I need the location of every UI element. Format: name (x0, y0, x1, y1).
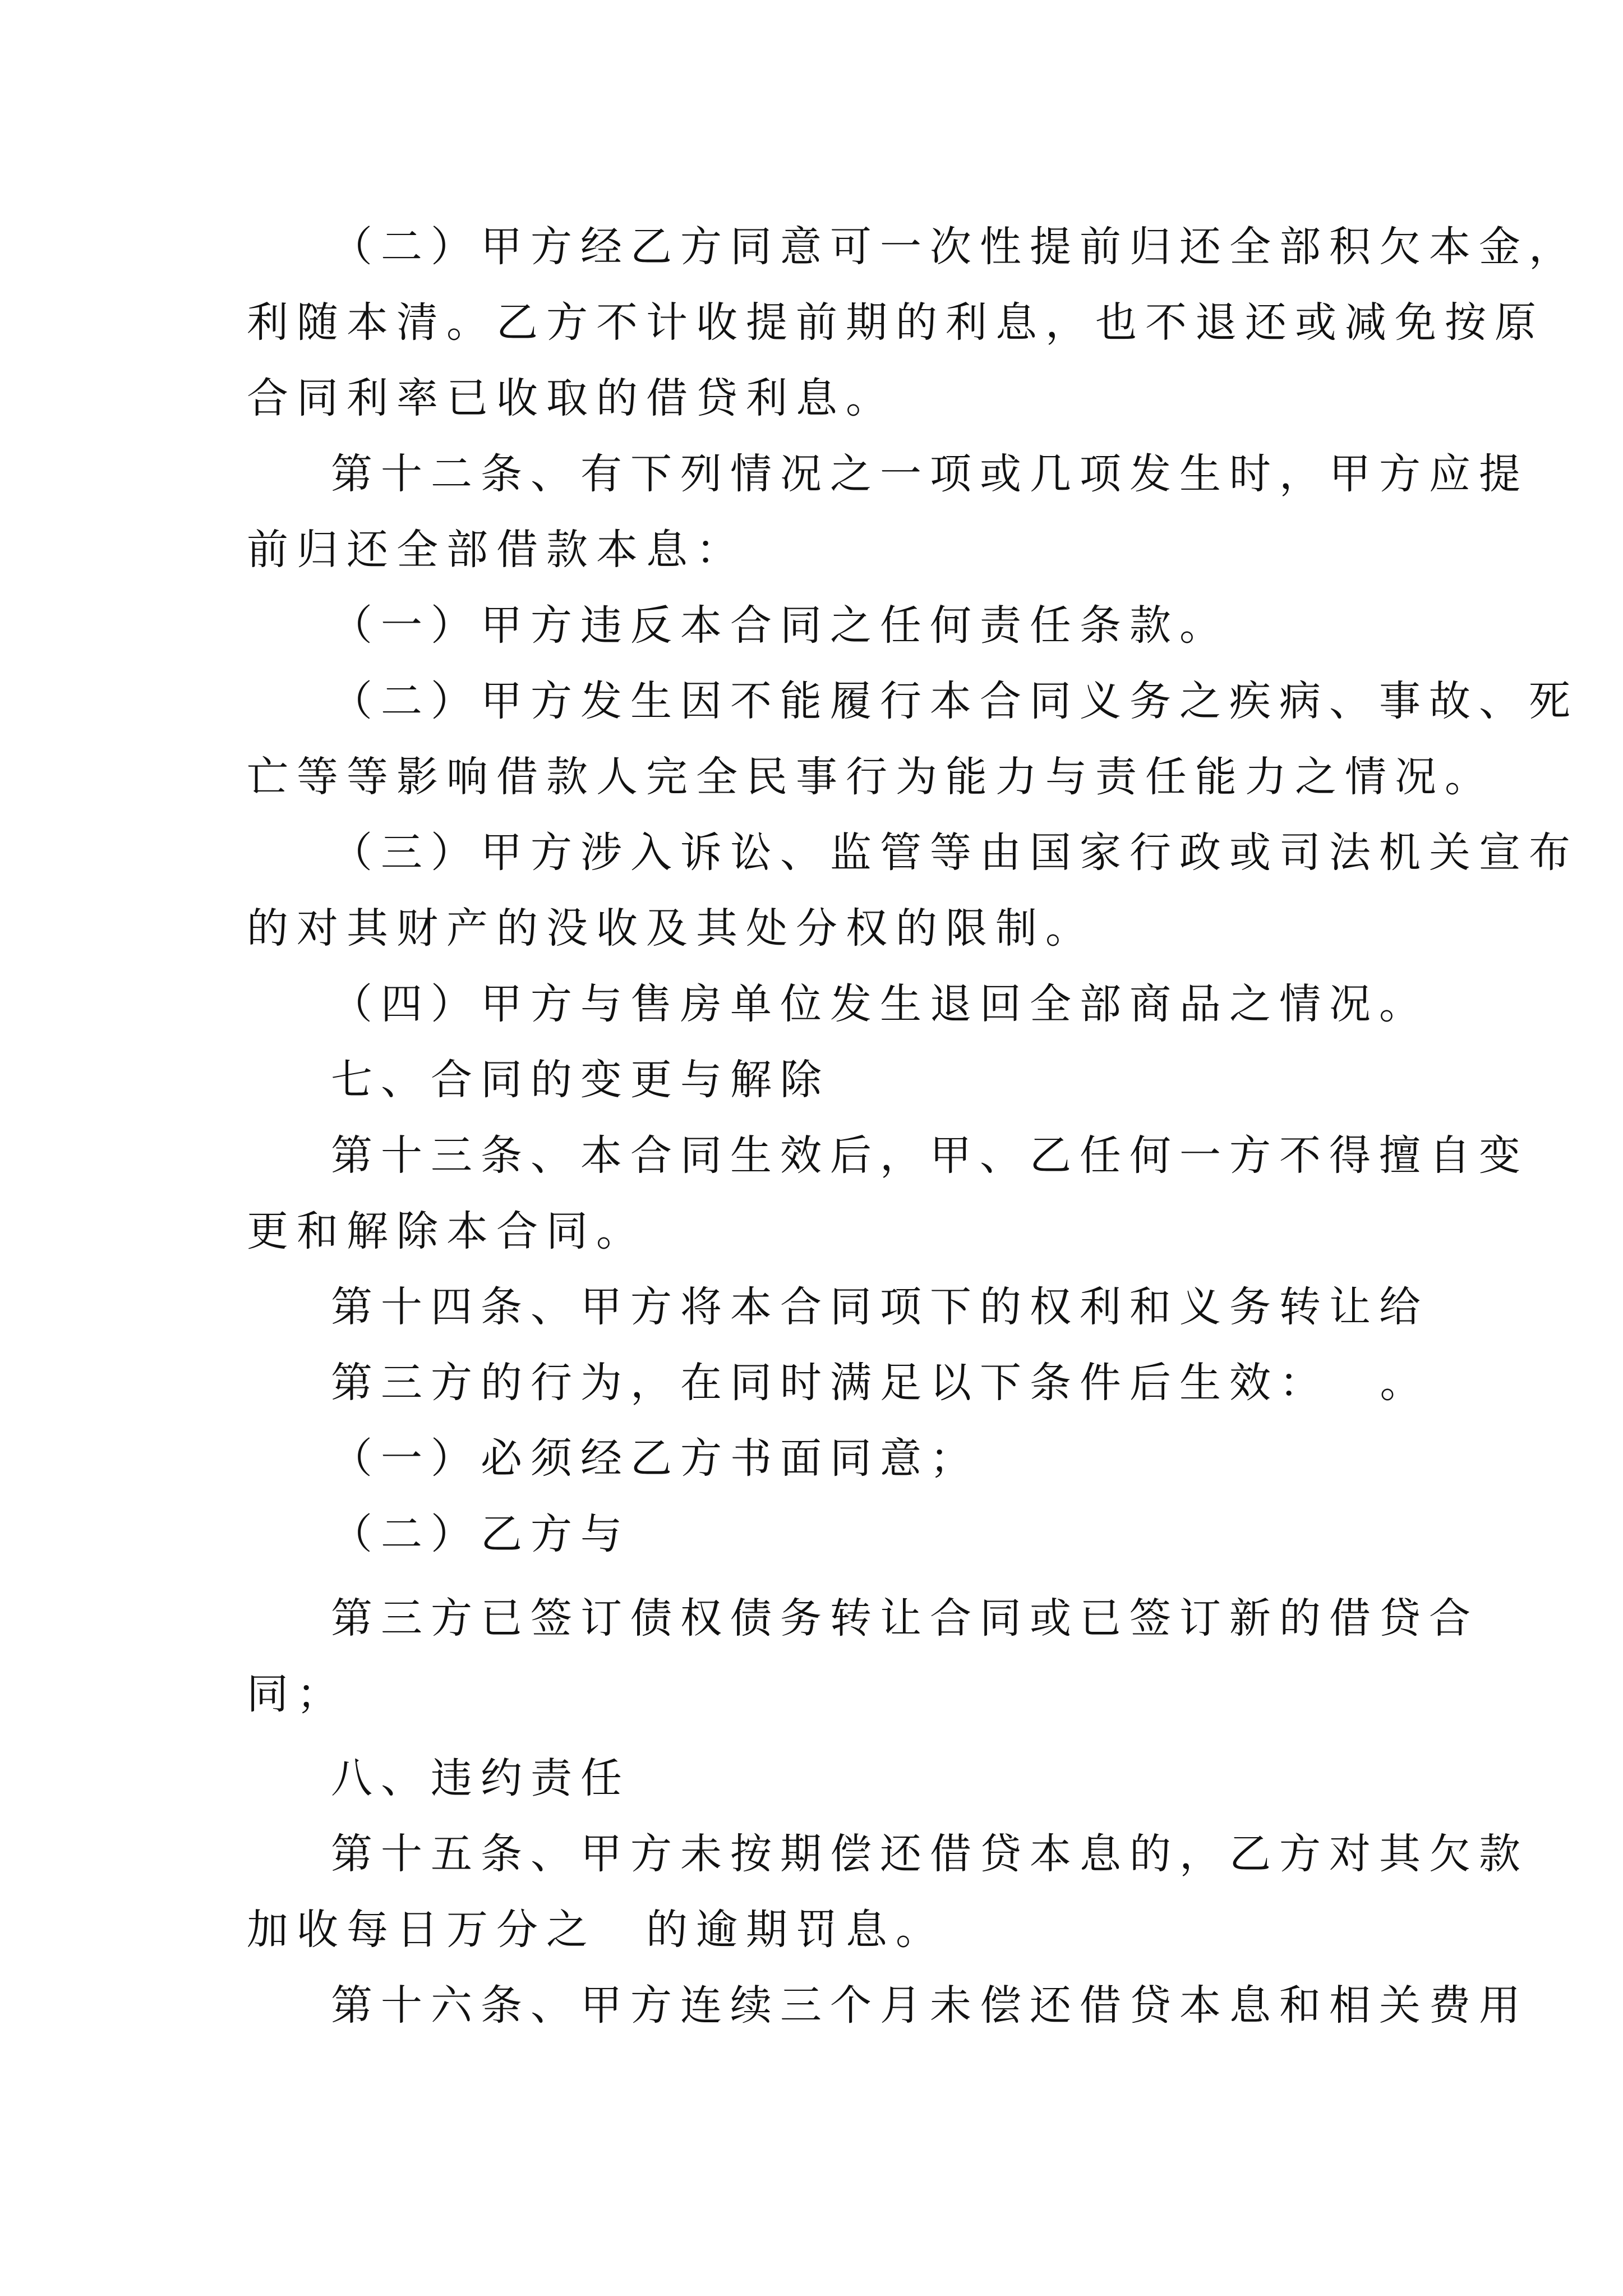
text-line: 利随本清。乙方不计收提前期的利息，也不退还或减免按原 (247, 298, 1544, 347)
text-line: 同； (247, 1670, 347, 1718)
text-line: 更和解除本合同。 (247, 1207, 646, 1255)
text-line: 前归还全部借款本息： (247, 526, 746, 574)
text-line: 第十五条、甲方未按期偿还借贷本息的，乙方对其欠款 (331, 1830, 1529, 1878)
section-heading: 八、违约责任 (331, 1754, 630, 1802)
text-line: （四）甲方与售房单位发生退回全部商品之情况。 (331, 980, 1429, 1028)
text-line: （二）甲方经乙方同意可一次性提前归还全部积欠本金， (331, 223, 1579, 271)
text-line: 第三方的行为，在同时满足以下条件后生效： 。 (331, 1359, 1430, 1407)
text-line: 亡等等影响借款人完全民事行为能力与责任能力之情况。 (247, 753, 1495, 801)
text-line: （二）乙方与 (331, 1510, 630, 1558)
text-line: （二）甲方发生因不能履行本合同义务之疾病、事故、死 (331, 677, 1579, 725)
text-line: （一）必须经乙方书面同意； (331, 1434, 980, 1483)
section-heading: 七、合同的变更与解除 (331, 1056, 830, 1104)
text-line: 加收每日万分之 的逾期罚息。 (247, 1906, 946, 1954)
text-line: 第十二条、有下列情况之一项或几项发生时，甲方应提 (331, 450, 1529, 498)
text-line: 第十六条、甲方连续三个月未偿还借贷本息和相关费用 (331, 1981, 1529, 2030)
text-line: 第十三条、本合同生效后，甲、乙任何一方不得擅自变 (331, 1131, 1529, 1180)
text-line: （三）甲方涉入诉讼、监管等由国家行政或司法机关宣布 (331, 829, 1579, 877)
text-line: 合同利率已收取的借贷利息。 (247, 374, 896, 422)
text-line: 第三方已签订债权债务转让合同或已签订新的借贷合 (331, 1594, 1479, 1642)
text-line: （一）甲方违反本合同之任何责任条款。 (331, 601, 1229, 650)
text-line: 第十四条、甲方将本合同项下的权利和义务转让给 (331, 1283, 1429, 1331)
text-line: 的对其财产的没收及其处分权的限制。 (247, 904, 1095, 953)
